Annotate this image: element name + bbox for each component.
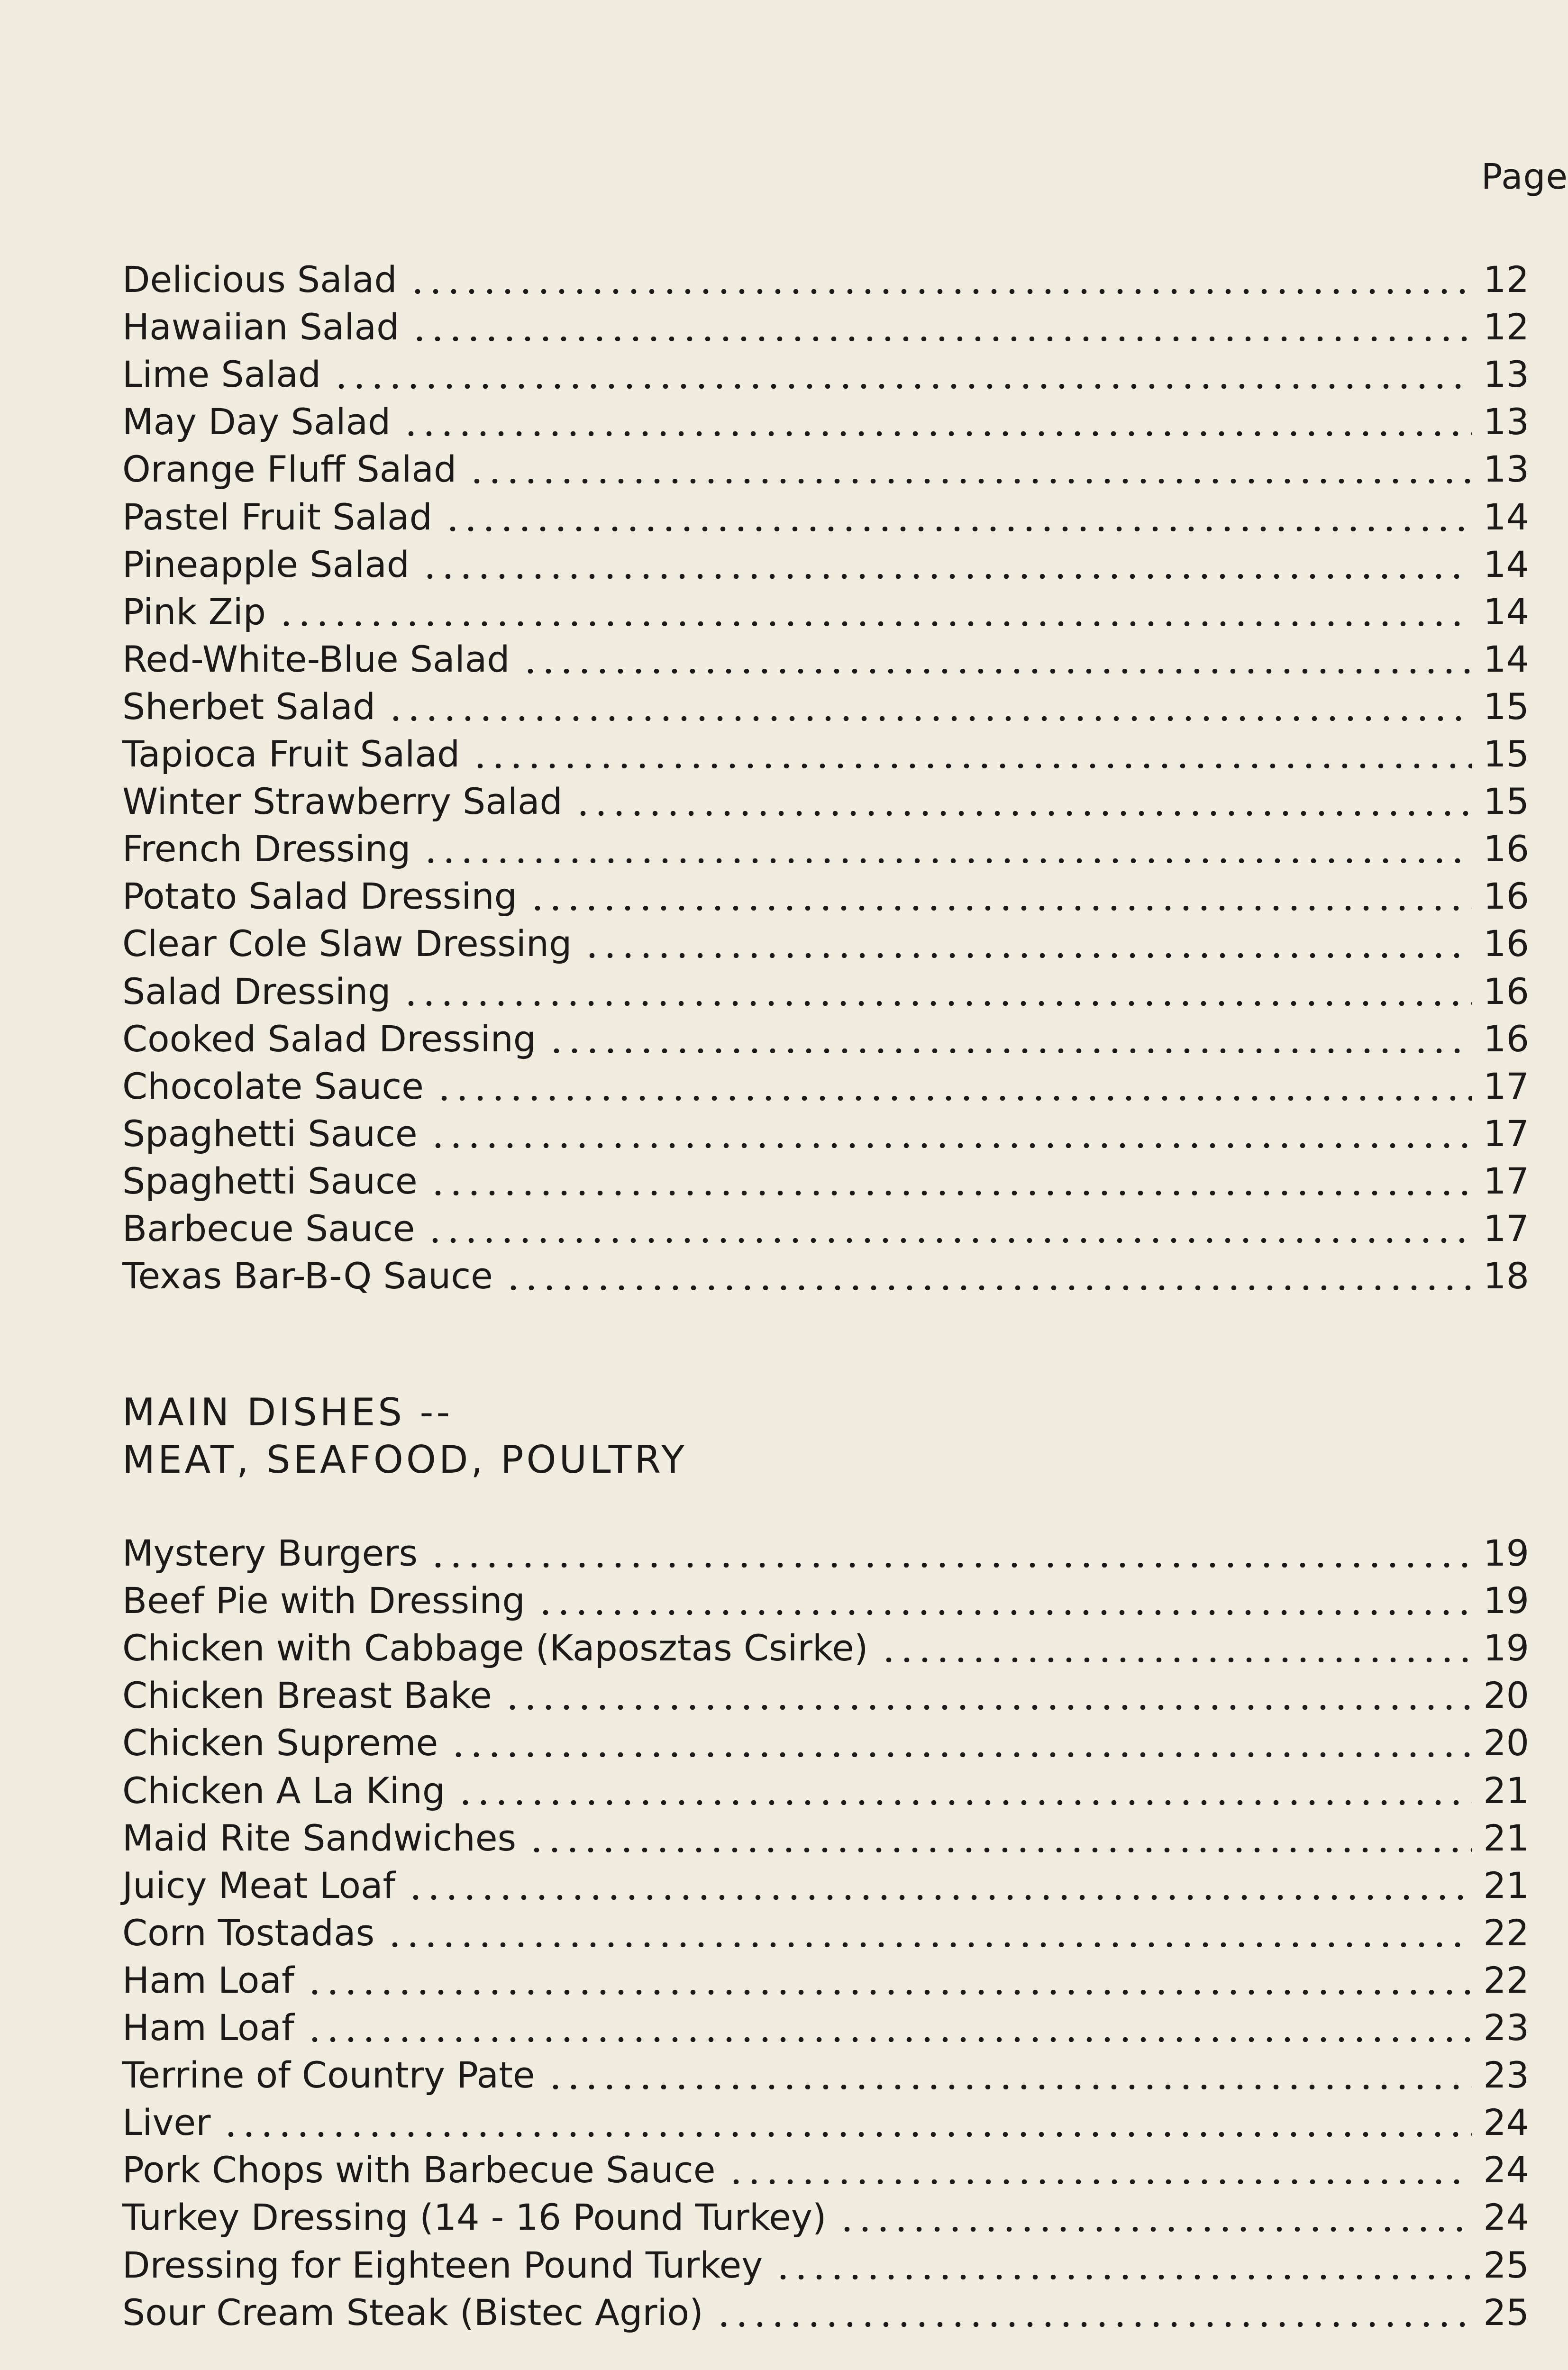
toc-entry xyxy=(122,2283,1529,2334)
toc-entry-page-number: 19 xyxy=(1483,1579,1529,1622)
toc-entry-title: Chicken with Cabbage (Kaposztas Csirke) xyxy=(122,1627,868,1669)
page-column-label: Page xyxy=(1481,156,1568,197)
toc-entry-title: Chicken A La King xyxy=(122,1769,446,1812)
dot-leader xyxy=(422,858,1472,863)
toc-entry-page-number: 13 xyxy=(1483,353,1529,396)
toc-entry xyxy=(122,535,1529,583)
toc-entry-title: Mystery Burgers xyxy=(122,1532,418,1575)
toc-entry-page-number: 16 xyxy=(1483,1017,1529,1060)
dot-leader xyxy=(444,527,1472,531)
toc-entry-title: Sherbet Salad xyxy=(122,685,376,728)
section-heading-line-1: MAIN DISHES -- xyxy=(122,1390,453,1434)
toc-entry xyxy=(122,1619,1529,1669)
toc-entry-title: Texas Bar-B-Q Sauce xyxy=(122,1255,493,1297)
dot-leader xyxy=(774,2275,1472,2279)
toc-entry-page-number: 12 xyxy=(1483,258,1529,301)
toc-entry xyxy=(122,820,1529,870)
toc-entry xyxy=(122,392,1529,443)
toc-entry xyxy=(122,1666,1529,1717)
toc-entry-title: Pork Chops with Barbecue Sauce xyxy=(122,2149,716,2191)
toc-entry-title: May Day Salad xyxy=(122,401,391,443)
toc-entry-title: Tapioca Fruit Salad xyxy=(122,733,460,775)
toc-entry-page-number: 17 xyxy=(1483,1207,1529,1249)
toc-entry xyxy=(122,2235,1529,2286)
dot-leader xyxy=(429,1191,1472,1195)
dot-leader xyxy=(537,1610,1472,1615)
toc-entry xyxy=(122,440,1529,491)
toc-entry-page-number: 21 xyxy=(1483,1816,1529,1859)
toc-entry-title: Beef Pie with Dressing xyxy=(122,1579,525,1622)
toc-entry-page-number: 19 xyxy=(1483,1532,1529,1575)
dot-leader xyxy=(727,2179,1472,2184)
dot-leader xyxy=(471,764,1472,768)
toc-entry xyxy=(122,2141,1529,2191)
toc-entry-title: French Dressing xyxy=(122,828,411,870)
toc-entry-page-number: 21 xyxy=(1483,1864,1529,1906)
toc-entry xyxy=(122,1998,1529,2049)
toc-entry-page-number: 17 xyxy=(1483,1159,1529,1202)
toc-entry xyxy=(122,250,1529,301)
toc-entry-page-number: 21 xyxy=(1483,1769,1529,1812)
dot-leader xyxy=(529,906,1472,911)
toc-entry-page-number: 16 xyxy=(1483,922,1529,965)
toc-entry-page-number: 12 xyxy=(1483,306,1529,348)
toc-entry xyxy=(122,583,1529,633)
toc-entry-page-number: 14 xyxy=(1483,495,1529,538)
toc-entry-title: Terrine of Country Pate xyxy=(122,2054,535,2097)
toc-entry xyxy=(122,2188,1529,2239)
toc-entry-title: Orange Fluff Salad xyxy=(122,448,457,491)
toc-entry-title: Cooked Salad Dressing xyxy=(122,1017,536,1060)
toc-entry-page-number: 15 xyxy=(1483,685,1529,728)
dot-leader xyxy=(277,621,1472,626)
dot-leader xyxy=(386,1942,1472,1947)
toc-entry-title: Hawaiian Salad xyxy=(122,306,400,348)
toc-entry-title: Spaghetti Sauce xyxy=(122,1112,418,1155)
toc-entry-page-number: 23 xyxy=(1483,2054,1529,2097)
toc-entry-title: Ham Loaf xyxy=(122,1959,294,2001)
toc-entry xyxy=(122,1247,1529,1297)
toc-entry-page-number: 15 xyxy=(1483,780,1529,823)
dot-leader xyxy=(435,1096,1472,1101)
toc-entry-page-number: 22 xyxy=(1483,1959,1529,2001)
toc-entry-title: Ham Loaf xyxy=(122,2006,294,2049)
toc-entry xyxy=(122,1714,1529,1764)
dot-leader xyxy=(503,1705,1472,1710)
dot-leader xyxy=(426,1238,1472,1243)
dot-leader xyxy=(574,811,1472,816)
toc-entry-title: Chicken Supreme xyxy=(122,1722,438,1764)
toc-entry-page-number: 13 xyxy=(1483,401,1529,443)
toc-entry-title: Maid Rite Sandwiches xyxy=(122,1816,517,1859)
toc-entry-page-number: 24 xyxy=(1483,2196,1529,2239)
toc-entry-page-number: 24 xyxy=(1483,2101,1529,2144)
salads-toc-list xyxy=(122,250,1529,1297)
toc-entry-page-number: 20 xyxy=(1483,1722,1529,1764)
toc-entry-title: Barbecue Sauce xyxy=(122,1207,415,1249)
toc-entry xyxy=(122,1904,1529,1954)
toc-entry-page-number: 14 xyxy=(1483,638,1529,680)
toc-entry-title: Chicken Breast Bake xyxy=(122,1674,492,1717)
main-dishes-toc-list xyxy=(122,1524,1529,2334)
dot-leader xyxy=(880,1658,1472,1662)
toc-entry xyxy=(122,630,1529,680)
dot-leader xyxy=(456,1800,1472,1805)
toc-entry-page-number: 13 xyxy=(1483,448,1529,491)
toc-entry xyxy=(122,1571,1529,1622)
toc-entry-title: Juicy Meat Loaf xyxy=(122,1864,396,1906)
toc-entry-page-number: 16 xyxy=(1483,875,1529,918)
toc-entry-title: Dressing for Eighteen Pound Turkey xyxy=(122,2243,763,2286)
toc-entry-title: Winter Strawberry Salad xyxy=(122,780,563,823)
dot-leader xyxy=(449,1752,1472,1757)
dot-leader xyxy=(838,2227,1472,2232)
toc-entry-page-number: 23 xyxy=(1483,2006,1529,2049)
toc-entry-page-number: 15 xyxy=(1483,733,1529,775)
toc-entry-title: Pineapple Salad xyxy=(122,543,410,585)
toc-entry xyxy=(122,1761,1529,1812)
toc-entry-title: Turkey Dressing (14 - 16 Pound Turkey) xyxy=(122,2196,827,2239)
toc-entry-title: Corn Tostadas xyxy=(122,1911,375,1954)
toc-entry-title: Red-White-Blue Salad xyxy=(122,638,510,680)
dot-leader xyxy=(429,1563,1472,1568)
toc-entry-title: Pastel Fruit Salad xyxy=(122,495,432,538)
toc-entry xyxy=(122,772,1529,823)
dot-leader xyxy=(504,1285,1472,1290)
section-heading-line-2: MEAT, SEAFOOD, POULTRY xyxy=(122,1438,687,1482)
toc-entry xyxy=(122,914,1529,965)
toc-entry xyxy=(122,1951,1529,2001)
toc-entry-page-number: 24 xyxy=(1483,2149,1529,2191)
dot-leader xyxy=(222,2132,1472,2137)
toc-entry-page-number: 14 xyxy=(1483,543,1529,585)
toc-entry-page-number: 25 xyxy=(1483,2291,1529,2334)
dot-leader xyxy=(306,2037,1472,2042)
dot-leader xyxy=(306,1990,1472,1995)
toc-entry xyxy=(122,725,1529,775)
toc-entry-title: Sour Cream Steak (Bistec Agrio) xyxy=(122,2291,703,2334)
dot-leader xyxy=(521,669,1472,674)
toc-entry xyxy=(122,1057,1529,1107)
toc-entry-title: Spaghetti Sauce xyxy=(122,1159,418,1202)
toc-entry-page-number: 25 xyxy=(1483,2243,1529,2286)
toc-entry-page-number: 14 xyxy=(1483,590,1529,633)
toc-entry xyxy=(122,345,1529,396)
toc-entry xyxy=(122,1856,1529,1904)
dot-leader xyxy=(715,2322,1472,2327)
toc-entry xyxy=(122,1010,1529,1060)
toc-entry xyxy=(122,867,1529,918)
toc-entry-page-number: 16 xyxy=(1483,970,1529,1012)
dot-leader xyxy=(402,1001,1472,1006)
dot-leader xyxy=(410,337,1472,341)
toc-entry xyxy=(122,2046,1529,2097)
toc-entry-page-number: 20 xyxy=(1483,1674,1529,1717)
toc-entry-title: Delicious Salad xyxy=(122,258,397,301)
toc-entry-title: Pink Zip xyxy=(122,590,266,633)
dot-leader xyxy=(528,1848,1472,1852)
toc-entry-page-number: 18 xyxy=(1483,1255,1529,1297)
dot-leader xyxy=(402,431,1472,436)
toc-entry xyxy=(122,1152,1529,1202)
toc-entry-title: Chocolate Sauce xyxy=(122,1065,424,1107)
dot-leader xyxy=(407,1895,1472,1900)
toc-entry-title: Clear Cole Slaw Dressing xyxy=(122,922,572,965)
dot-leader xyxy=(387,716,1472,721)
toc-entry-page-number: 17 xyxy=(1483,1112,1529,1155)
toc-entry xyxy=(122,677,1529,728)
dot-leader xyxy=(409,289,1472,294)
toc-entry xyxy=(122,298,1529,348)
toc-entry-title: Potato Salad Dressing xyxy=(122,875,517,918)
dot-leader xyxy=(429,1143,1472,1148)
toc-entry-title: Liver xyxy=(122,2101,211,2144)
toc-entry xyxy=(122,1199,1529,1247)
toc-entry-page-number: 16 xyxy=(1483,828,1529,870)
dot-leader xyxy=(547,2085,1472,2089)
toc-entry xyxy=(122,962,1529,1012)
toc-entry xyxy=(122,2093,1529,2144)
toc-entry-page-number: 19 xyxy=(1483,1627,1529,1669)
dot-leader xyxy=(332,384,1472,389)
section-heading xyxy=(122,1389,687,1484)
toc-entry xyxy=(122,1524,1529,1575)
toc-entry-page-number: 22 xyxy=(1483,1911,1529,1954)
toc-entry-title: Lime Salad xyxy=(122,353,321,396)
toc-entry-page-number: 17 xyxy=(1483,1065,1529,1107)
toc-entry-title: Salad Dressing xyxy=(122,970,391,1012)
dot-leader xyxy=(583,953,1472,958)
dot-leader xyxy=(421,574,1472,579)
toc-entry xyxy=(122,487,1529,538)
toc-entry xyxy=(122,1104,1529,1155)
dot-leader xyxy=(547,1048,1472,1053)
toc-entry xyxy=(122,1809,1529,1859)
dot-leader xyxy=(468,479,1472,483)
